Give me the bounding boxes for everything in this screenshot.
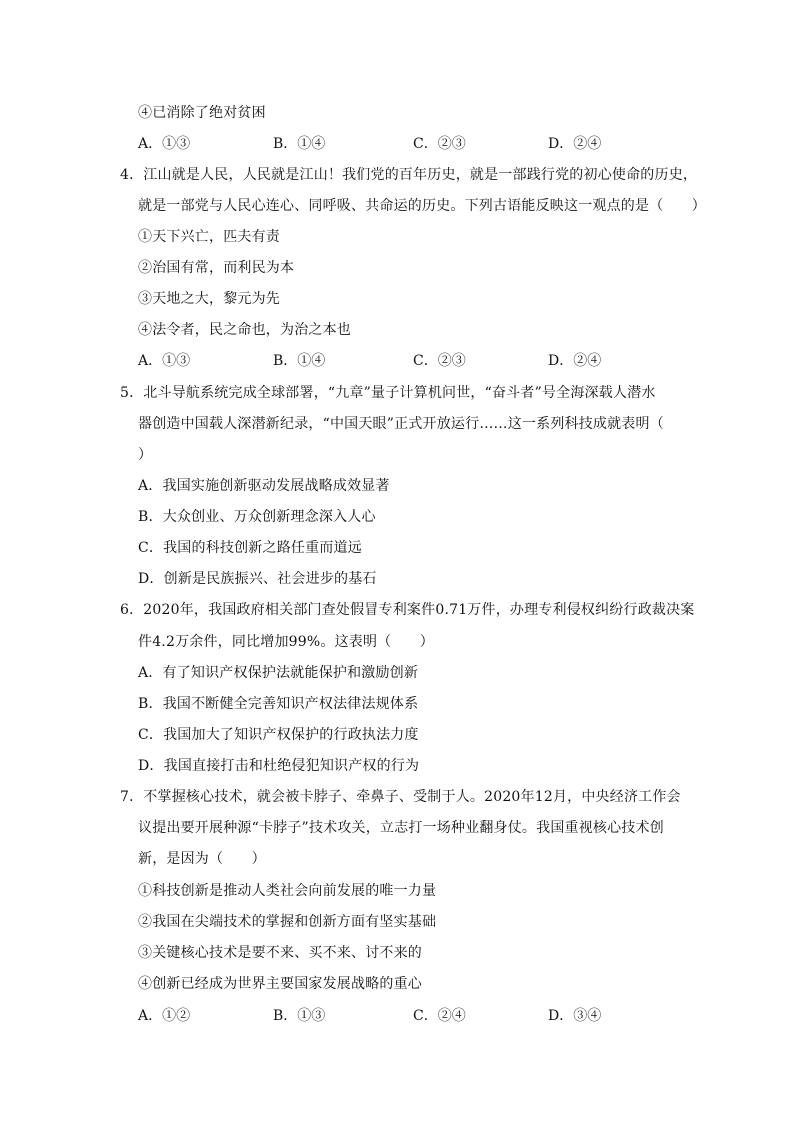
q4-option-a: A．①③ bbox=[138, 353, 191, 369]
q7-option-c: C．②④ bbox=[413, 1008, 466, 1024]
q6-option-a: A．有了知识产权保护法就能保护和激励创新 bbox=[138, 665, 419, 681]
q7-item-4: ④创新已经成为世界主要国家发展战略的重心 bbox=[138, 976, 422, 992]
q5-option-b: B．大众创业、万众创新理念深入人心 bbox=[138, 509, 376, 525]
q5-option-d: D．创新是民族振兴、社会进步的基石 bbox=[138, 571, 377, 587]
q5-stem-line-1: 5．北斗导航系统完成全球部署，“九章”量子计算机问世，“奋斗者”号全海深载人潜水 bbox=[120, 385, 656, 401]
q7-stem-line-3: 新，是因为（ ） bbox=[138, 851, 266, 867]
q6-stem-line-1: 6．2020年，我国政府相关部门查处假冒专利案件0.71万件，办理专利侵权纠纷行政裁决案 bbox=[120, 602, 695, 618]
q3-option-a: A．①③ bbox=[138, 136, 191, 152]
q7-stem-line-1: 7．不掌握核心技术，就会被卡脖子、牵鼻子、受制于人。2020年12月，中央经济工作会 bbox=[120, 789, 681, 805]
q3-option-d: D．②④ bbox=[548, 136, 602, 152]
q4-stem-line-2: 就是一部党与人民心连心、同呼吸、共命运的历史。下列古语能反映这一观点的是（ ） bbox=[138, 198, 706, 214]
q4-option-d: D．②④ bbox=[548, 353, 602, 369]
q7-option-d: D．③④ bbox=[548, 1008, 602, 1024]
q4-item-3: ③天地之大，黎元为先 bbox=[138, 291, 280, 307]
q6-option-c: C．我国加大了知识产权保护的行政执法力度 bbox=[138, 727, 419, 743]
q3-option-c: C．②③ bbox=[413, 136, 466, 152]
q7-item-2: ②我国在尖端技术的掌握和创新方面有坚实基础 bbox=[138, 914, 437, 930]
q3-option-b: B．①④ bbox=[273, 136, 326, 152]
q7-item-3: ③关键核心技术是要不来、买不来、讨不来的 bbox=[138, 945, 422, 961]
q7-option-a: A．①② bbox=[138, 1008, 191, 1024]
q4-option-c: C．②③ bbox=[413, 353, 466, 369]
q5-option-a: A．我国实施创新驱动发展战略成效显著 bbox=[138, 478, 390, 494]
q5-stem-line-3: ） bbox=[138, 447, 153, 463]
q3-item-4: ④已消除了绝对贫困 bbox=[138, 105, 266, 121]
q4-option-b: B．①④ bbox=[273, 353, 326, 369]
q4-item-2: ②治国有常，而利民为本 bbox=[138, 260, 295, 276]
q4-stem-line-1: 4．江山就是人民，人民就是江山！我们党的百年历史，就是一部践行党的初心使命的历史， bbox=[120, 167, 698, 183]
q7-stem-line-2: 议提出要开展种源“卡脖子”技术攻关，立志打一场种业翻身仗。我国重视核心技术创 bbox=[138, 820, 664, 836]
q5-stem-line-2: 器创造中国载人深潜新纪录，“中国天眼”正式开放运行……这一系列科技成就表明（ bbox=[138, 416, 664, 432]
q4-item-4: ④法令者，民之命也，为治之本也 bbox=[138, 322, 351, 338]
q6-option-b: B．我国不断健全完善知识产权法律法规体系 bbox=[138, 696, 419, 712]
q7-item-1: ①科技创新是推动人类社会向前发展的唯一力量 bbox=[138, 883, 437, 899]
q5-option-c: C．我国的科技创新之路任重而道远 bbox=[138, 540, 362, 556]
q4-item-1: ①天下兴亡，匹夫有责 bbox=[138, 229, 280, 245]
q6-option-d: D．我国直接打击和杜绝侵犯知识产权的行为 bbox=[138, 758, 420, 774]
q7-option-b: B．①③ bbox=[273, 1008, 326, 1024]
q6-stem-line-2: 件4.2万余件，同比增加99%。这表明（ ） bbox=[138, 634, 434, 650]
